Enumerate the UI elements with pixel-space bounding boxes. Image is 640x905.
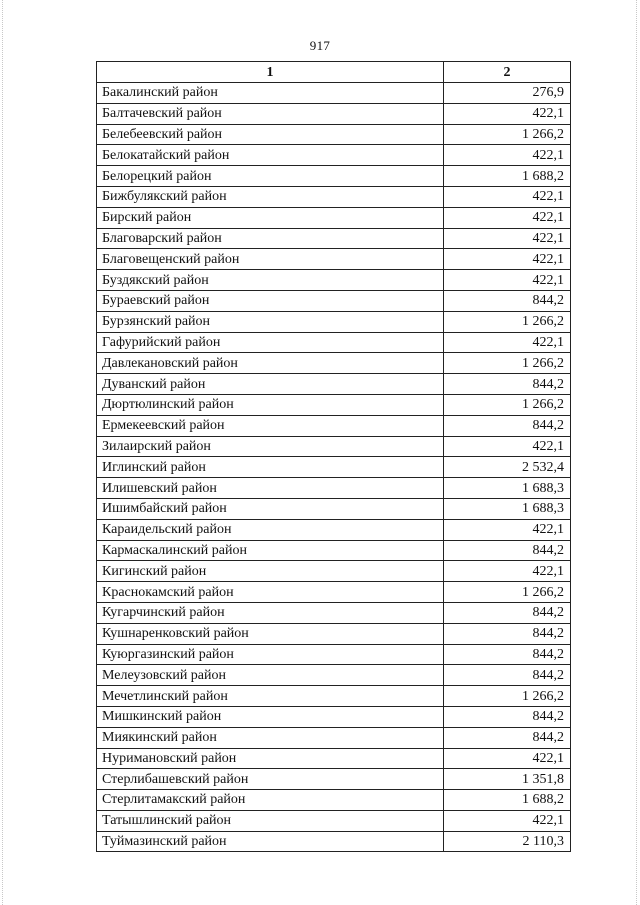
amount-cell: 844,2 <box>444 727 571 748</box>
district-name-cell: Миякинский район <box>97 727 444 748</box>
district-name-cell: Благовещенский район <box>97 249 444 270</box>
amount-cell: 422,1 <box>444 332 571 353</box>
header-row <box>97 62 571 83</box>
district-name-cell: Мелеузовский район <box>97 665 444 686</box>
district-name-cell: Караидельский район <box>97 519 444 540</box>
district-name-cell: Благоварский район <box>97 228 444 249</box>
district-name-cell: Дуванский район <box>97 374 444 395</box>
district-name-cell: Ишимбайский район <box>97 498 444 519</box>
district-name-cell: Кармаскалинский район <box>97 540 444 561</box>
district-name-cell: Татышлинский район <box>97 810 444 831</box>
district-name-cell: Буздякский район <box>97 270 444 291</box>
amount-cell: 844,2 <box>444 374 571 395</box>
table-header <box>97 62 571 83</box>
district-name-cell: Бурзянский район <box>97 311 444 332</box>
table-row <box>97 249 571 270</box>
table-row <box>97 665 571 686</box>
district-name-cell: Кушнаренковский район <box>97 623 444 644</box>
district-name-cell: Краснокамский район <box>97 582 444 603</box>
district-name-cell: Стерлитамакский район <box>97 790 444 811</box>
amount-cell: 1 266,2 <box>444 353 571 374</box>
table-row <box>97 769 571 790</box>
table-row <box>97 790 571 811</box>
table-row <box>97 353 571 374</box>
table-row <box>97 207 571 228</box>
districts-table <box>96 61 571 852</box>
table-row <box>97 582 571 603</box>
amount-cell: 1 266,2 <box>444 124 571 145</box>
district-name-cell: Зилаирский район <box>97 436 444 457</box>
table-container <box>96 61 571 852</box>
amount-cell: 422,1 <box>444 228 571 249</box>
district-name-cell: Дюртюлинский район <box>97 394 444 415</box>
district-name-cell: Илишевский район <box>97 478 444 499</box>
district-name-cell: Бирский район <box>97 207 444 228</box>
amount-cell: 422,1 <box>444 249 571 270</box>
district-name-cell: Балтачевский район <box>97 103 444 124</box>
amount-cell: 1 266,2 <box>444 311 571 332</box>
table-row <box>97 374 571 395</box>
table-row <box>97 498 571 519</box>
header-col-2: 2 <box>444 62 571 83</box>
table-row <box>97 290 571 311</box>
amount-cell: 1 266,2 <box>444 394 571 415</box>
amount-cell: 1 688,3 <box>444 478 571 499</box>
amount-cell: 1 688,2 <box>444 166 571 187</box>
amount-cell: 422,1 <box>444 810 571 831</box>
amount-cell: 276,9 <box>444 83 571 104</box>
amount-cell: 2 110,3 <box>444 831 571 852</box>
table-row <box>97 748 571 769</box>
scan-edge-right <box>636 0 638 905</box>
table-row <box>97 810 571 831</box>
amount-cell: 422,1 <box>444 519 571 540</box>
amount-cell: 1 688,3 <box>444 498 571 519</box>
table-row <box>97 270 571 291</box>
table-body <box>97 83 571 852</box>
amount-cell: 1 351,8 <box>444 769 571 790</box>
district-name-cell: Бураевский район <box>97 290 444 311</box>
amount-cell: 844,2 <box>444 540 571 561</box>
district-name-cell: Стерлибашевский район <box>97 769 444 790</box>
district-name-cell: Куюргазинский район <box>97 644 444 665</box>
table-row <box>97 166 571 187</box>
district-name-cell: Бижбулякский район <box>97 186 444 207</box>
amount-cell: 422,1 <box>444 748 571 769</box>
table-row <box>97 124 571 145</box>
amount-cell: 1 266,2 <box>444 686 571 707</box>
table-row <box>97 457 571 478</box>
table-row <box>97 686 571 707</box>
header-col-1: 1 <box>97 62 444 83</box>
table-row <box>97 228 571 249</box>
district-name-cell: Мечетлинский район <box>97 686 444 707</box>
amount-cell: 422,1 <box>444 207 571 228</box>
amount-cell: 844,2 <box>444 644 571 665</box>
amount-cell: 1 688,2 <box>444 790 571 811</box>
district-name-cell: Иглинский район <box>97 457 444 478</box>
amount-cell: 844,2 <box>444 623 571 644</box>
amount-cell: 422,1 <box>444 145 571 166</box>
amount-cell: 844,2 <box>444 706 571 727</box>
table-row <box>97 540 571 561</box>
amount-cell: 844,2 <box>444 415 571 436</box>
table-row <box>97 727 571 748</box>
district-name-cell: Бакалинский район <box>97 83 444 104</box>
district-name-cell: Кугарчинский район <box>97 602 444 623</box>
district-name-cell: Давлекановский район <box>97 353 444 374</box>
amount-cell: 422,1 <box>444 103 571 124</box>
amount-cell: 422,1 <box>444 270 571 291</box>
table-row <box>97 644 571 665</box>
district-name-cell: Мишкинский район <box>97 706 444 727</box>
amount-cell: 844,2 <box>444 665 571 686</box>
table-row <box>97 436 571 457</box>
district-name-cell: Туймазинский район <box>97 831 444 852</box>
table-row <box>97 311 571 332</box>
table-row <box>97 623 571 644</box>
amount-cell: 2 532,4 <box>444 457 571 478</box>
table-row <box>97 332 571 353</box>
table-row <box>97 561 571 582</box>
table-row <box>97 602 571 623</box>
table-row <box>97 478 571 499</box>
table-row <box>97 519 571 540</box>
district-name-cell: Белокатайский район <box>97 145 444 166</box>
table-row <box>97 145 571 166</box>
table-row <box>97 394 571 415</box>
table-row <box>97 103 571 124</box>
amount-cell: 844,2 <box>444 290 571 311</box>
table-row <box>97 706 571 727</box>
district-name-cell: Кигинский район <box>97 561 444 582</box>
amount-cell: 1 266,2 <box>444 582 571 603</box>
table-row <box>97 186 571 207</box>
table-row <box>97 831 571 852</box>
amount-cell: 422,1 <box>444 561 571 582</box>
table-row <box>97 83 571 104</box>
table-row <box>97 415 571 436</box>
district-name-cell: Ермекеевский район <box>97 415 444 436</box>
amount-cell: 422,1 <box>444 186 571 207</box>
amount-cell: 422,1 <box>444 436 571 457</box>
district-name-cell: Белорецкий район <box>97 166 444 187</box>
page-number: 917 <box>309 38 331 53</box>
district-name-cell: Белебеевский район <box>97 124 444 145</box>
amount-cell: 844,2 <box>444 602 571 623</box>
scan-edge-left <box>2 0 4 905</box>
district-name-cell: Нуримановский район <box>97 748 444 769</box>
district-name-cell: Гафурийский район <box>97 332 444 353</box>
